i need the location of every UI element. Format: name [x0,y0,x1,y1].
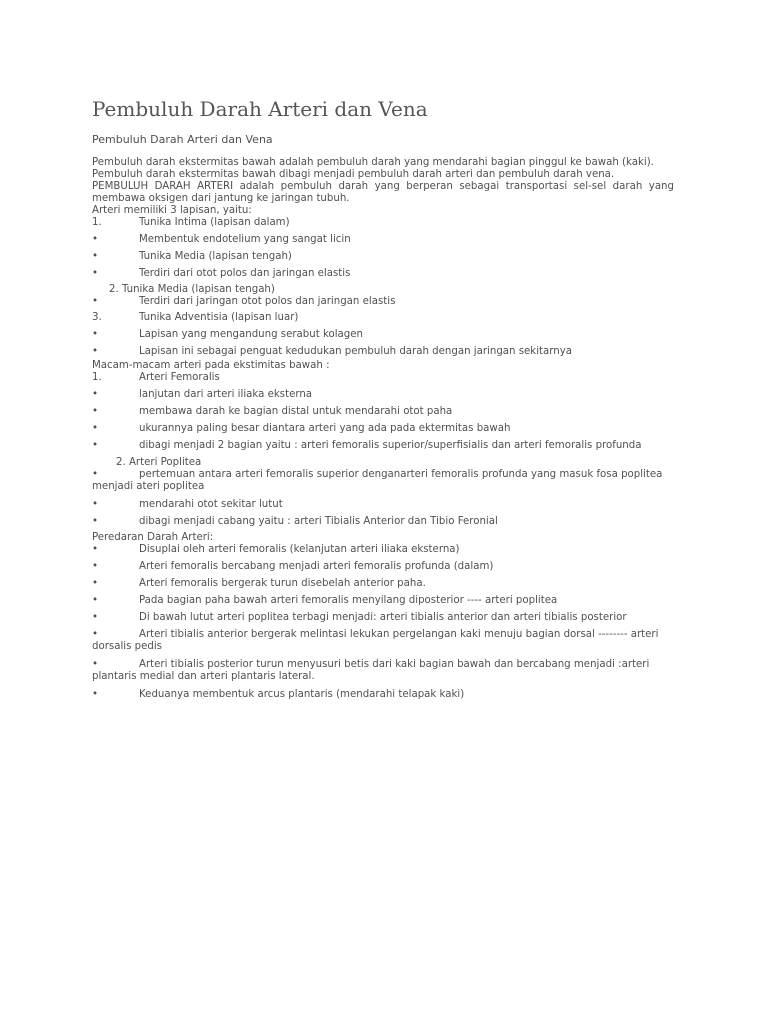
bullet-icon: • [92,544,99,555]
list-item-text: Pada bagian paha bawah arteri femoralis menyilang diposterior ---- arteri poplitea [139,595,558,606]
circulation-heading: Peredaran Darah Arteri: [92,532,214,543]
list-item [92,251,674,263]
list-item [92,659,674,683]
list-marker: 3. [92,312,102,323]
bullet-icon: • [92,469,99,480]
list-item-text: Tunika Media (lapisan tengah) [139,251,292,262]
list-item-text: Disuplai oleh arteri femoralis (kelanjutan arteri iliaka eksterna) [139,544,460,555]
types-heading: Macam-macam arteri pada ekstimitas bawah : [92,360,330,371]
list-item [92,329,674,341]
list-item-text: Di bawah lutut arteri poplitea terbagi menjadi: arteri tibialis anterior dan arteri tibialis posterior [139,612,627,623]
list-item-text: Lapisan ini sebagai penguat kedudukan pembuluh darah dengan jaringan sekitarnya [139,346,573,357]
layer-2-heading: 2. Tunika Media (lapisan tengah) [109,284,275,295]
list-item-text: membawa darah ke bagian distal untuk mendarahi otot paha [139,406,453,417]
list-item [92,440,674,452]
list-item-text: Arteri tibialis anterior bergerak melintasi lekukan pergelangan kaki menuju bagian dorsal -------- arteri dorsalis pedis [92,629,659,652]
list-item [92,296,674,308]
list-item-text: ukurannya paling besar diantara arteri yang ada pada ektermitas bawah [139,423,511,434]
bullet-icon: • [92,296,99,307]
list-item-text: Terdiri dari jaringan otot polos dan jaringan elastis [139,296,396,307]
list-item [92,372,674,384]
list-item [92,346,674,358]
list-item-text: Tunika Intima (lapisan dalam) [139,217,290,228]
intro-line-1: Pembuluh darah ekstermitas bawah adalah pembuluh darah yang mendarahi bagian pinggul ke bawah (kaki). [92,157,654,168]
list-marker: 1. [92,372,102,383]
list-item [92,423,674,435]
list-item-text: dibagi menjadi cabang yaitu : arteri Tibialis Anterior dan Tibio Feronial [139,516,498,527]
list-item [92,629,674,653]
list-item-text: dibagi menjadi 2 bagian yaitu : arteri femoralis superior/superfisialis dan arteri femoralis profunda [139,440,642,451]
intro-paragraph-arteri: PEMBULUH DARAH ARTERI adalah pembuluh darah yang berperan sebagai transportasi sel-sel darah yang membawa oksigen dari jantung ke jaringan tubuh. [92,181,674,204]
list-item [92,689,674,701]
poplitea-heading: 2. Arteri Poplitea [116,457,202,468]
bullet-icon: • [92,578,99,589]
list-item [92,234,674,246]
list-item [92,561,674,573]
list-item-text: Tunika Adventisia (lapisan luar) [139,312,299,323]
list-item [92,268,674,280]
list-item [92,217,674,229]
bullet-icon: • [92,268,99,279]
list-item [92,516,674,528]
list-item-text: Arteri tibialis posterior turun menyusuri betis dari kaki bagian bawah dan bercabang menjadi :arteri plantaris medial dan arteri plantaris lateral. [92,659,650,682]
list-item [92,612,674,624]
list-item-text: pertemuan antara arteri femoralis superior denganarteri femoralis profunda yang masuk fosa poplitea menjadi ateri poplitea [92,469,663,492]
list-item [92,389,674,401]
list-item [92,406,674,418]
bullet-icon: • [92,561,99,572]
list-item [92,499,674,511]
intro-line-layers: Arteri memiliki 3 lapisan, yaitu: [92,205,252,216]
list-item-text: Arteri femoralis bercabang menjadi arteri femoralis profunda (dalam) [139,561,494,572]
bullet-icon: • [92,499,99,510]
bullet-icon: • [92,329,99,340]
list-item [92,469,674,493]
bullet-icon: • [92,516,99,527]
bullet-icon: • [92,346,99,357]
bullet-icon: • [92,406,99,417]
list-item-text: lanjutan dari arteri iliaka eksterna [139,389,313,400]
list-item [92,544,674,556]
page-subtitle: Pembuluh Darah Arteri dan Vena [92,133,273,146]
list-item-text: Terdiri dari otot polos dan jaringan elastis [139,268,351,279]
page-title: Pembuluh Darah Arteri dan Vena [92,97,428,121]
bullet-icon: • [92,423,99,434]
bullet-icon: • [92,612,99,623]
list-item [92,578,674,590]
bullet-icon: • [92,629,99,640]
intro-line-2: Pembuluh darah ekstermitas bawah dibagi menjadi pembuluh darah arteri dan pembuluh darah vena. [92,169,615,180]
bullet-icon: • [92,595,99,606]
list-item-text: Arteri Femoralis [139,372,220,383]
document-body [92,157,674,701]
bullet-icon: • [92,440,99,451]
list-marker: 1. [92,217,102,228]
bullet-icon: • [92,251,99,262]
list-item [92,312,674,324]
bullet-icon: • [92,389,99,400]
list-item-text: Lapisan yang mengandung serabut kolagen [139,329,363,340]
bullet-icon: • [92,234,99,245]
bullet-icon: • [92,659,99,670]
bullet-icon: • [92,689,99,700]
list-item-text: Keduanya membentuk arcus plantaris (mendarahi telapak kaki) [139,689,465,700]
list-item [92,595,674,607]
list-item-text: Arteri femoralis bergerak turun disebelah anterior paha. [139,578,426,589]
list-item-text: mendarahi otot sekitar lutut [139,499,283,510]
list-item-text: Membentuk endotelium yang sangat licin [139,234,351,245]
